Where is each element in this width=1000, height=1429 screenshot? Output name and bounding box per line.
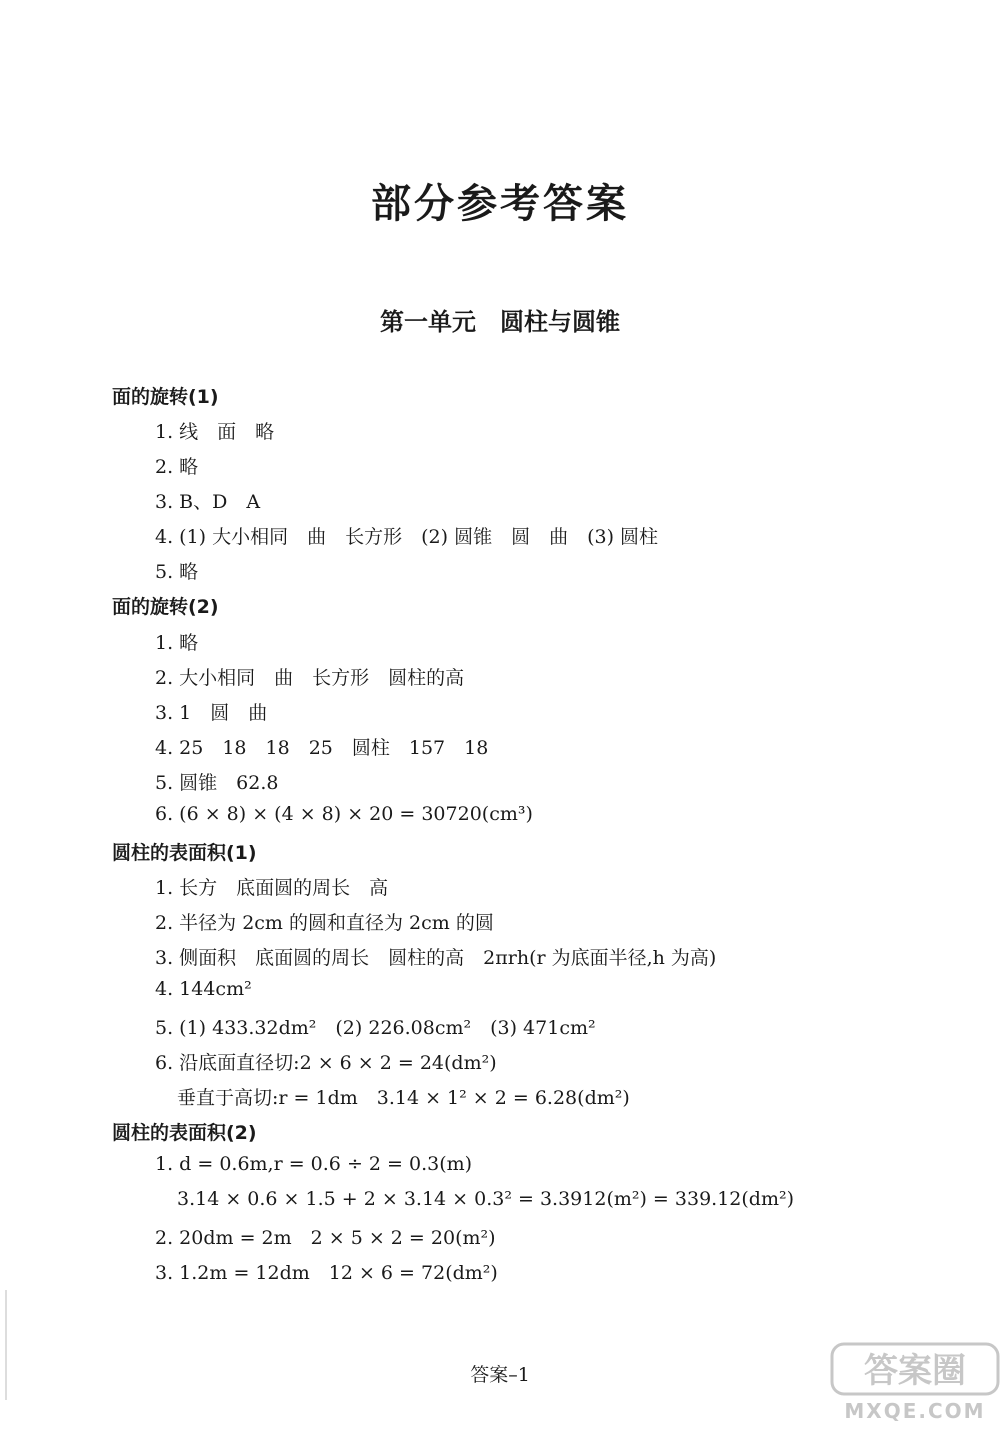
- answer-line: 2. 20dm = 2m 2 × 5 × 2 = 20(m²): [155, 1227, 496, 1249]
- answer-line: 2. 半径为 2cm 的圆和直径为 2cm 的圆: [155, 912, 494, 934]
- answer-line: 5. 略: [155, 561, 199, 583]
- answer-continuation: 垂直于高切:r = 1dm 3.14 × 1² × 2 = 6.28(dm²): [177, 1087, 630, 1109]
- answer-line: 3. 1 圆 曲: [155, 702, 268, 724]
- answer-line: 4. 25 18 18 25 圆柱 157 18: [155, 737, 489, 759]
- answer-line: 5. 圆锥 62.8: [155, 772, 279, 794]
- section-heading: 面的旋转(2): [112, 596, 219, 618]
- answer-line: 3. B、D A: [155, 491, 261, 513]
- answer-line: 2. 大小相同 曲 长方形 圆柱的高: [155, 667, 465, 689]
- section-heading: 面的旋转(1): [112, 386, 219, 408]
- section-heading: 圆柱的表面积(1): [112, 842, 257, 864]
- scan-edge: [5, 1290, 7, 1400]
- unit-title: 第一单元 圆柱与圆锥: [380, 308, 620, 336]
- page-number: 答案–1: [470, 1364, 530, 1386]
- page-title: 部分参考答案: [371, 180, 629, 227]
- answer-line: 6. (6 × 8) × (4 × 8) × 20 = 30720(cm³): [155, 803, 533, 825]
- section-heading: 圆柱的表面积(2): [112, 1122, 257, 1144]
- watermark-top-text: 答案圈: [864, 1351, 966, 1391]
- watermark-bottom-text: MXQE.COM: [844, 1399, 986, 1423]
- answer-line: 2. 略: [155, 456, 199, 478]
- answer-line: 1. 长方 底面圆的周长 高: [155, 877, 389, 899]
- answer-line: 3. 1.2m = 12dm 12 × 6 = 72(dm²): [155, 1262, 498, 1284]
- watermark-logo: [830, 1340, 1000, 1425]
- answer-line: 6. 沿底面直径切:2 × 6 × 2 = 24(dm²): [155, 1052, 497, 1074]
- answer-line: 3. 侧面积 底面圆的周长 圆柱的高 2πrh(r 为底面半径,h 为高): [155, 947, 717, 969]
- watermark-icon: [830, 1340, 1000, 1425]
- answer-line: 4. 144cm²: [155, 978, 252, 1000]
- answer-line: 1. 线 面 略: [155, 421, 275, 443]
- answer-line: 5. (1) 433.32dm² (2) 226.08cm² (3) 471cm²: [155, 1017, 596, 1039]
- answer-line: 1. 略: [155, 632, 199, 654]
- answer-line: 4. (1) 大小相同 曲 长方形 (2) 圆锥 圆 曲 (3) 圆柱: [155, 526, 659, 548]
- answer-continuation: 3.14 × 0.6 × 1.5 + 2 × 3.14 × 0.3² = 3.3912(m²) = 339.12(dm²): [177, 1188, 794, 1210]
- answer-line: 1. d = 0.6m,r = 0.6 ÷ 2 = 0.3(m): [155, 1153, 473, 1175]
